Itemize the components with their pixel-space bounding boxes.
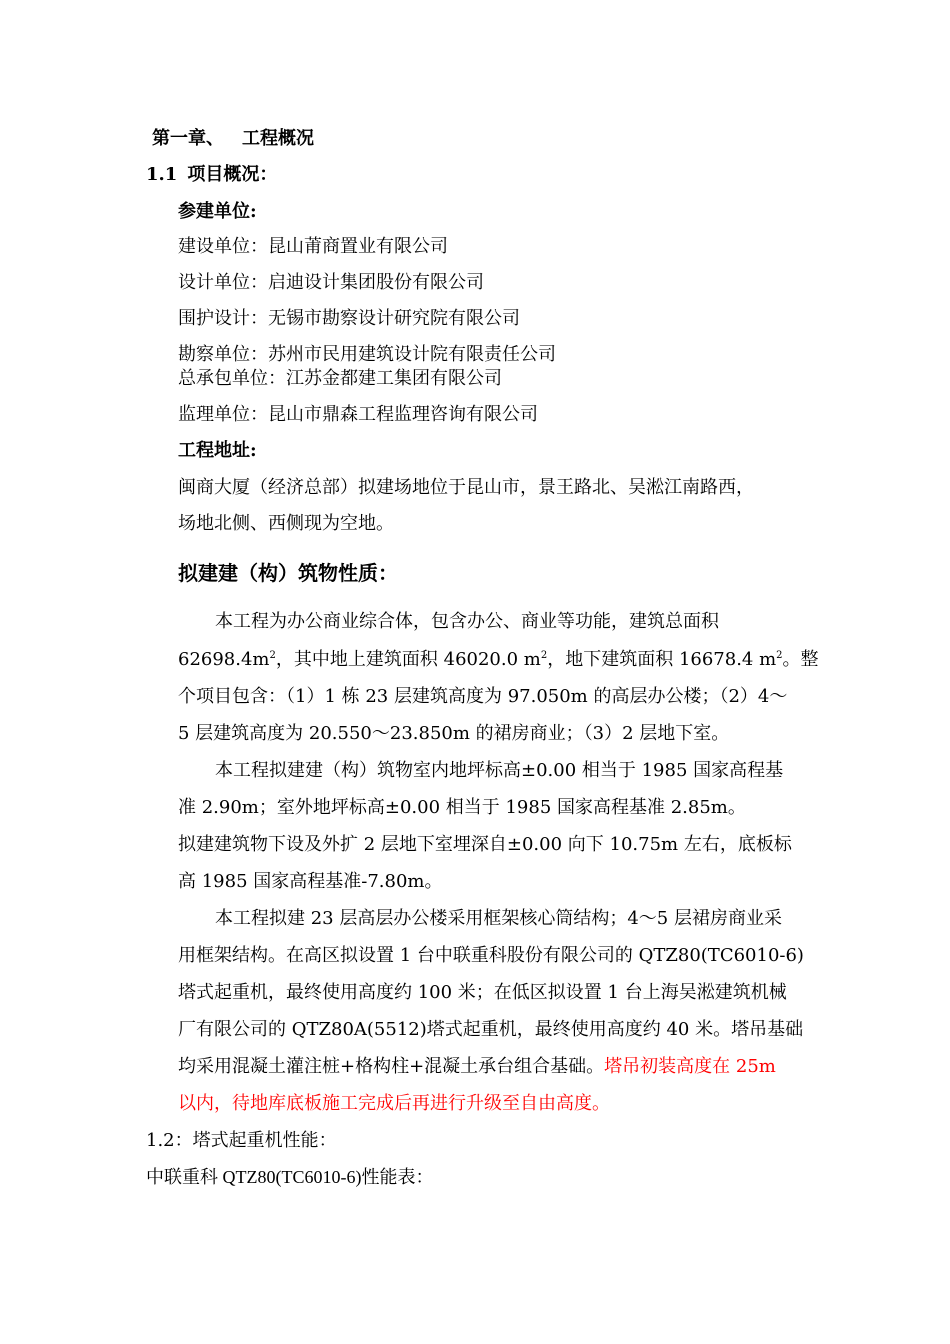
participant-row xyxy=(178,344,556,366)
participant-value: 昆山市鼎森工程监理咨询有限公司 xyxy=(268,404,538,425)
body-line: 本工程拟建建（构）筑物室内地坪标高±0.00 相当于 1985 国家高程基 xyxy=(215,760,784,781)
section-heading-1-2: 1.2：塔式起重机性能： xyxy=(146,1130,337,1151)
unit-superscript: 2 xyxy=(540,650,548,661)
body-line: 本工程拟建 23 层高层办公楼采用框架核心筒结构；4～5 层裙房商业采 xyxy=(215,908,782,929)
participant-row xyxy=(178,308,520,330)
participants-heading: 参建单位: xyxy=(178,201,257,222)
highlight-text: 塔吊初装高度在 25m xyxy=(604,1056,776,1077)
participant-label: 建设单位： xyxy=(178,236,268,257)
chapter-title: 工程概况 xyxy=(242,128,314,149)
section-heading-1-1 xyxy=(146,164,277,186)
participant-value: 苏州市民用建筑设计院有限责任公司 xyxy=(268,344,556,365)
address-heading: 工程地址: xyxy=(178,440,257,461)
body-line: 用框架结构。在高区拟设置 1 台中联重科股份有限公司的 QTZ80(TC6010-6) xyxy=(178,945,804,966)
participant-row xyxy=(178,368,502,390)
body-line xyxy=(178,1056,776,1078)
body-line: 个项目包含：（1）1 栋 23 层建筑高度为 97.050m 的高层办公楼；（2）4～ xyxy=(178,686,788,707)
unit-superscript: 2 xyxy=(776,650,783,661)
address-line: 闽商大厦（经济总部）拟建场地位于昆山市，景王路北、吴淞江南路西， xyxy=(178,477,754,498)
participant-row xyxy=(178,404,538,426)
body-line: 厂有限公司的 QTZ80A(5512)塔式起重机，最终使用高度约 40 米。塔吊基础 xyxy=(178,1019,804,1040)
participant-label: 围护设计： xyxy=(178,308,268,329)
section-number: 1.1 xyxy=(146,164,178,185)
line-end: 。整 xyxy=(782,649,819,670)
participant-value: 昆山莆商置业有限公司 xyxy=(268,236,448,257)
body-line: 高 1985 国家高程基准-7.80m。 xyxy=(178,871,443,892)
nature-heading: 拟建建（构）筑物性质： xyxy=(178,561,398,585)
unit-superscript: 2 xyxy=(269,650,276,661)
section-title: 项目概况： xyxy=(187,164,278,185)
participant-value: 无锡市勘察设计研究院有限公司 xyxy=(268,308,520,329)
participant-row xyxy=(178,236,448,258)
body-line xyxy=(178,649,819,671)
chapter-number: 第一章、 xyxy=(152,128,224,149)
area-above: ，其中地上建筑面积 46020.0 m xyxy=(275,649,541,670)
body-text: 均采用混凝土灌注桩+格构柱+混凝土承台组合基础。 xyxy=(178,1056,605,1077)
body-line: 本工程为办公商业综合体，包含办公、商业等功能，建筑总面积 xyxy=(215,611,719,632)
chapter-heading xyxy=(152,128,314,150)
area-below: ，地下建筑面积 16678.4 m xyxy=(547,649,777,670)
table-title: 中联重科 QTZ80(TC6010-6)性能表： xyxy=(146,1167,434,1187)
participant-label: 总承包单位： xyxy=(178,368,286,389)
body-line: 5 层建筑高度为 20.550～23.850m 的裙房商业；（3）2 层地下室。 xyxy=(178,723,730,744)
highlight-line: 以内，待地库底板施工完成后再进行升级至自由高度。 xyxy=(178,1093,610,1114)
address-line: 场地北侧、西侧现为空地。 xyxy=(178,513,394,534)
participant-row xyxy=(178,272,484,294)
area-total: 62698.4m xyxy=(178,649,270,670)
participant-value: 启迪设计集团股份有限公司 xyxy=(268,272,484,293)
participant-label: 勘察单位： xyxy=(178,344,268,365)
participant-value: 江苏金都建工集团有限公司 xyxy=(286,368,502,389)
participant-label: 设计单位： xyxy=(178,272,268,293)
body-line: 塔式起重机，最终使用高度约 100 米；在低区拟设置 1 台上海吴淞建筑机械 xyxy=(178,982,787,1003)
participant-label: 监理单位： xyxy=(178,404,268,425)
body-line: 拟建建筑物下设及外扩 2 层地下室埋深自±0.00 向下 10.75m 左右，底板标 xyxy=(178,834,792,855)
body-line: 准 2.90m；室外地坪标高±0.00 相当于 1985 国家高程基准 2.85m。 xyxy=(178,797,746,818)
